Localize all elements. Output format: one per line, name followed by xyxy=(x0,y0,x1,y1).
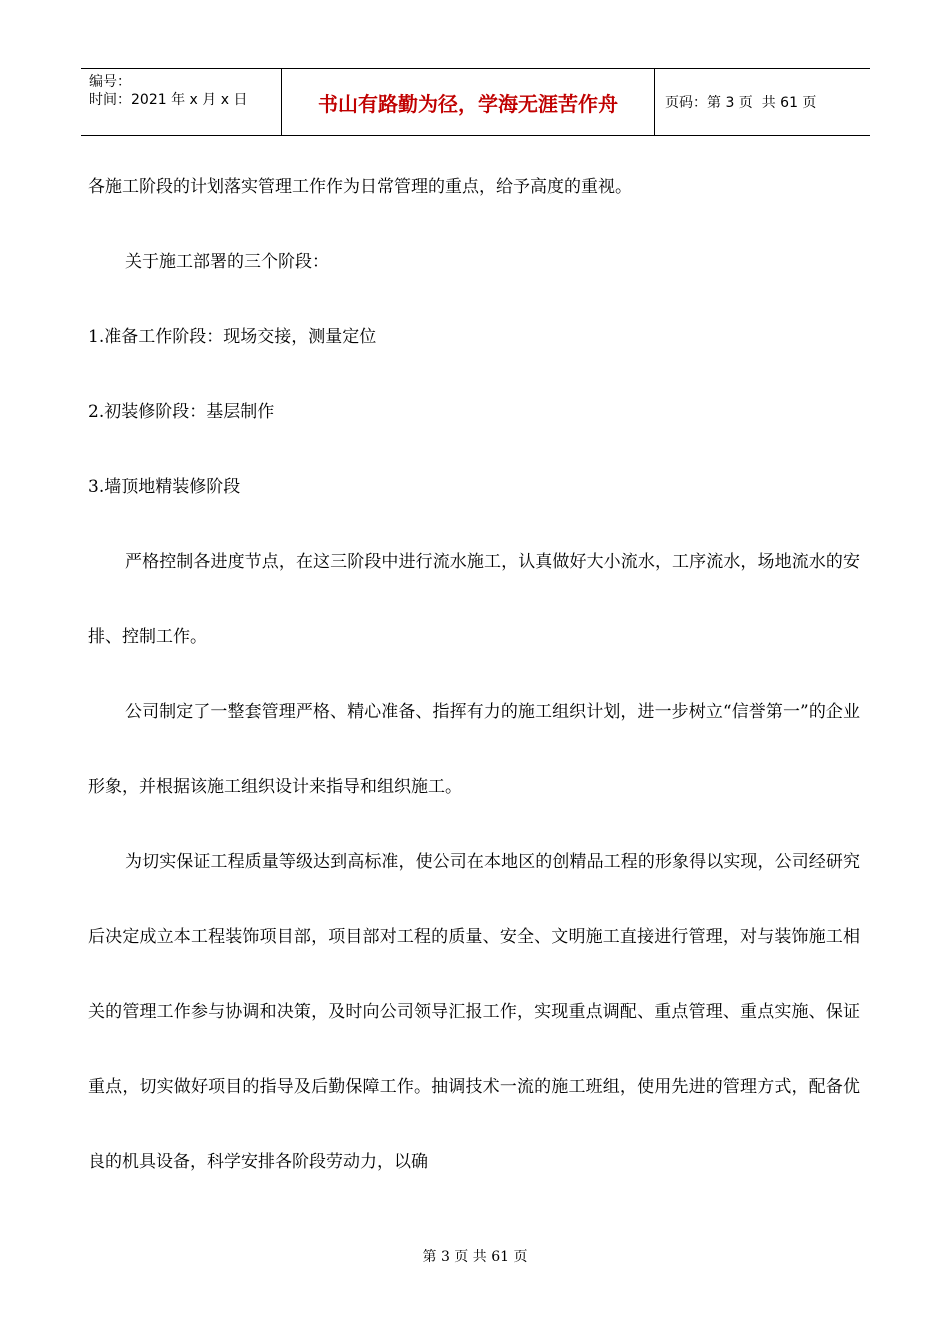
document-number-label: 编号： xyxy=(89,74,131,90)
paragraph: 关于施工部署的三个阶段： xyxy=(125,252,329,272)
header-page-cell xyxy=(655,69,870,135)
footer-page-number: 第 3 页 共 61 页 xyxy=(422,1249,528,1265)
document-body xyxy=(88,150,860,1200)
document-date-label: 时间：2021 年 x 月 x 日 xyxy=(89,92,248,108)
header-meta-cell xyxy=(81,69,282,135)
header-page-info: 页码：第 3 页 共 61 页 xyxy=(665,95,817,111)
header-motto: 书山有路勤为径，学海无涯苦作舟 xyxy=(318,91,618,116)
page-footer xyxy=(0,1246,950,1266)
paragraph: 为切实保证工程质量等级达到高标准，使公司在本地区的创精品工程的形象得以实现，公司经研究后决定成立本工程装饰项目部，项目部对工程的质量、安全、文明施工直接进行管理，对与装饰施工相关的管理工作参与协调和决策，及时向公司领导汇报工作，实现重点调配、重点管理、重点实施、保证重点，切实做好项目的指导及后勤保障工作。抽调技术一流的施工班组，使用先进的管理方式，配备优良的机具设备，科学安排各阶段劳动力，以确 xyxy=(88,852,860,1172)
list-item: 1.准备工作阶段：现场交接，测量定位 xyxy=(88,327,377,347)
header-motto-cell xyxy=(282,69,655,135)
paragraph: 各施工阶段的计划落实管理工作作为日常管理的重点，给予高度的重视。 xyxy=(88,177,632,197)
list-item: 3.墙顶地精装修阶段 xyxy=(88,477,241,497)
list-item: 2.初装修阶段：基层制作 xyxy=(88,402,275,422)
paragraph: 公司制定了一整套管理严格、精心准备、指挥有力的施工组织计划，进一步树立“信誉第一”的企业形象，并根据该施工组织设计来指导和组织施工。 xyxy=(88,702,860,797)
document-header xyxy=(81,68,870,136)
paragraph: 严格控制各进度节点，在这三阶段中进行流水施工，认真做好大小流水，工序流水，场地流水的安排、控制工作。 xyxy=(88,552,860,647)
